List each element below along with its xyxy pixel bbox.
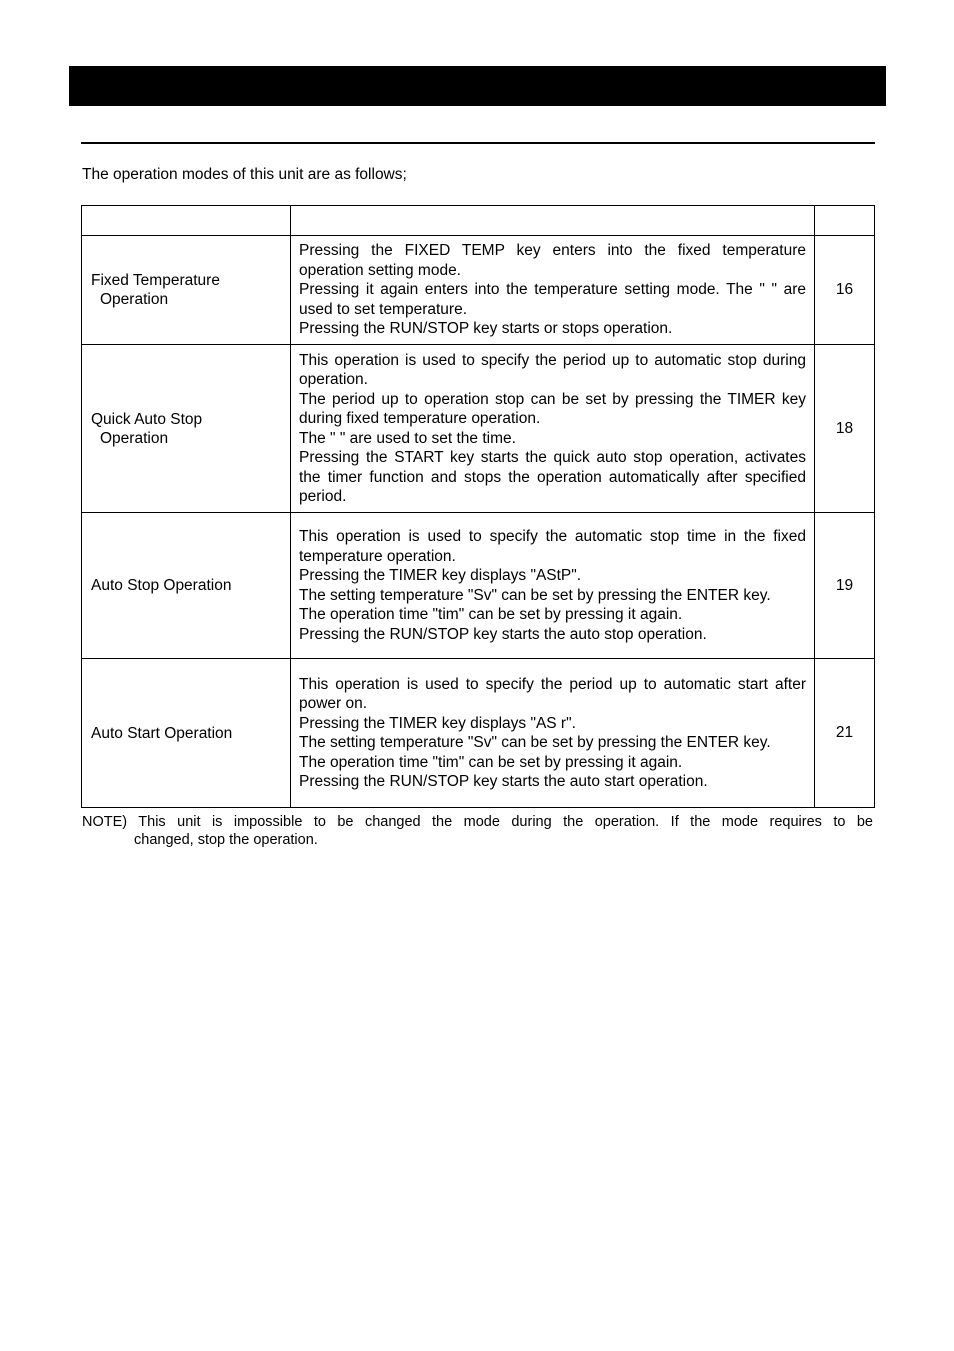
description-paragraph: This operation is used to specify the automatic stop time in the fixed temperature operation. <box>299 528 806 565</box>
operation-modes-table <box>81 205 875 808</box>
description-paragraph: This operation is used to specify the period up to automatic stop during operation. <box>299 351 806 388</box>
note-line-2: changed, stop the operation. <box>134 832 318 848</box>
description-cell <box>291 345 815 513</box>
note-line-1: NOTE) This unit is impossible to be changed the mode during the operation. If the mode requires to be <box>82 814 873 830</box>
page-reference: 21 <box>815 659 875 808</box>
description-paragraph: Pressing it again enters into the temperature setting mode. The " " are used to set temperature. <box>299 281 806 318</box>
page-reference: 18 <box>815 345 875 513</box>
description-paragraph: Pressing the TIMER key displays "AStP". <box>299 567 582 584</box>
mode-name-cell <box>82 345 291 513</box>
table-row <box>82 513 875 659</box>
description-paragraph: The setting temperature "Sv" can be set by pressing the ENTER key. <box>299 586 771 604</box>
table-row <box>82 236 875 345</box>
mode-name-continued: Operation <box>100 291 169 308</box>
mode-name: Quick Auto Stop <box>91 410 203 428</box>
intro-text: The operation modes of this unit are as follows; <box>82 166 407 183</box>
description-cell <box>291 659 815 808</box>
section-rule <box>81 142 875 144</box>
description-paragraph: The operation time "tim" can be set by pressing it again. <box>299 753 683 771</box>
description-paragraph: The " " are used to set the time. <box>299 429 516 447</box>
description-paragraph: The operation time "tim" can be set by pressing it again. <box>299 606 683 623</box>
page-reference: 19 <box>815 513 875 659</box>
mode-name: Auto Start Operation <box>91 724 233 742</box>
description-paragraph: Pressing the RUN/STOP key starts the auto stop operation. <box>299 625 707 643</box>
description-paragraph: Pressing the TIMER key displays "AS r". <box>299 714 576 732</box>
page-reference: 16 <box>815 236 875 345</box>
header-mode <box>82 206 291 236</box>
description-paragraph: This operation is used to specify the period up to automatic start after power on. <box>299 675 806 712</box>
note-text <box>82 813 873 849</box>
mode-name: Fixed Temperature <box>91 272 220 289</box>
chapter-header-bar <box>69 66 886 106</box>
description-paragraph: Pressing the RUN/STOP key starts or stops operation. <box>299 320 673 338</box>
header-page <box>815 206 875 236</box>
description-paragraph: Pressing the RUN/STOP key starts the auto start operation. <box>299 773 708 790</box>
description-paragraph: Pressing the FIXED TEMP key enters into the fixed temperature operation setting mode. <box>299 242 806 279</box>
description-paragraph: The setting temperature "Sv" can be set by pressing the ENTER key. <box>299 734 771 751</box>
description-paragraph: The period up to operation stop can be set by pressing the TIMER key during fixed temperature operation. <box>299 390 806 427</box>
table-row <box>82 345 875 513</box>
mode-name-cell <box>82 659 291 808</box>
mode-name-cell <box>82 236 291 345</box>
description-cell <box>291 236 815 345</box>
description-paragraph: Pressing the START key starts the quick auto stop operation, activates the timer function and stops the operation automatically after specified period. <box>299 449 806 505</box>
description-cell <box>291 513 815 659</box>
mode-name-continued: Operation <box>100 429 169 447</box>
table-header-row <box>82 206 875 236</box>
mode-name: Auto Stop Operation <box>91 577 232 594</box>
table-row <box>82 659 875 808</box>
mode-name-cell <box>82 513 291 659</box>
header-description <box>291 206 815 236</box>
